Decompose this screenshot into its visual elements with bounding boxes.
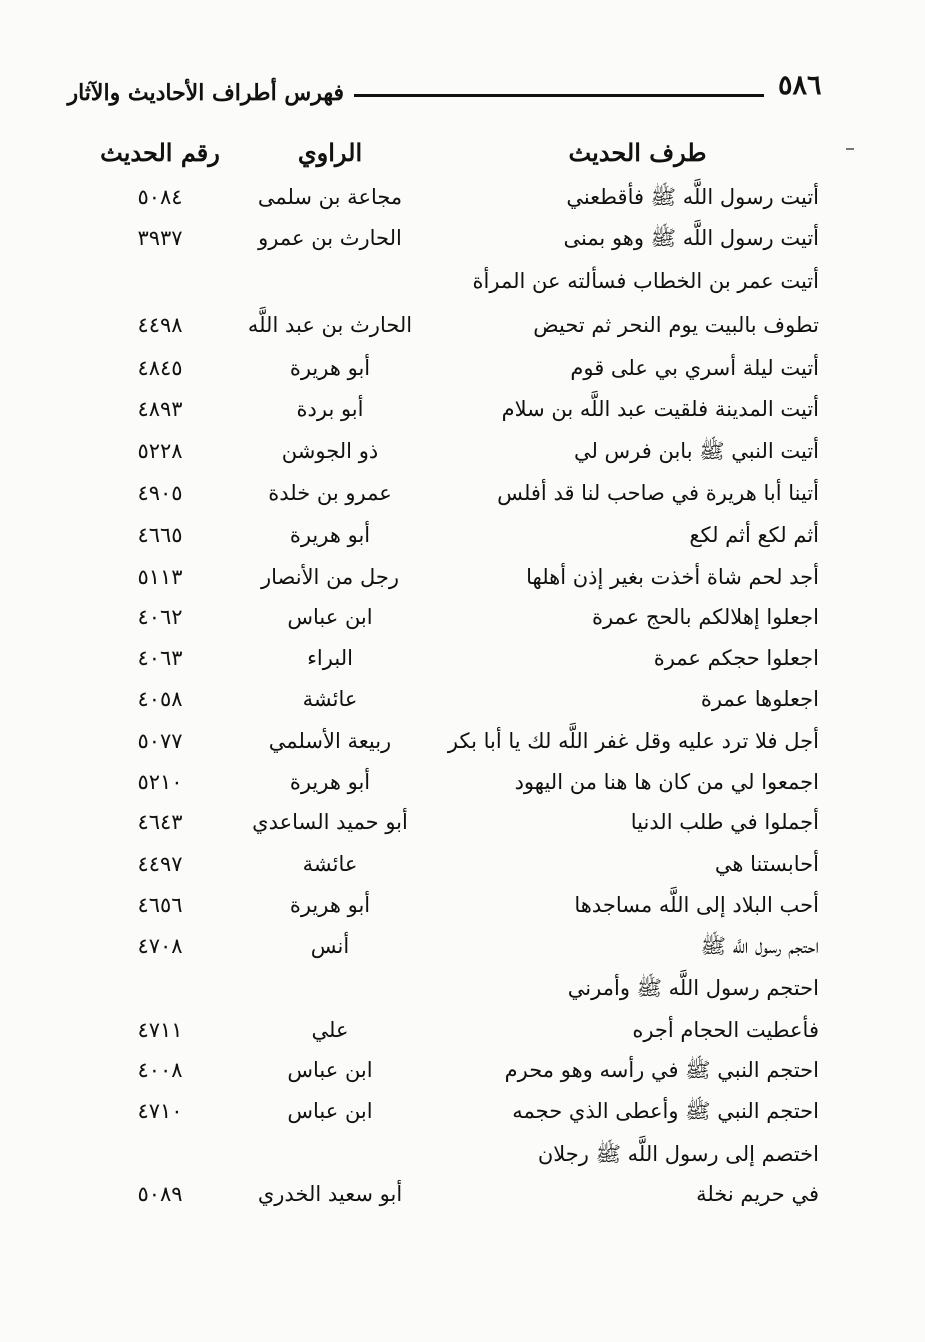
hadith-number: ٤٤٩٧	[137, 852, 183, 876]
narrator-name: ذو الجوشن	[281, 439, 379, 463]
hadith-text: أجملوا في طلب الدنيا	[630, 810, 819, 834]
table-row	[0, 1050, 925, 1090]
hadith-text: أجد لحم شاة أخذت بغير إذن أهلها	[526, 565, 819, 589]
table-row	[0, 177, 925, 217]
table-row	[0, 389, 925, 429]
narrator-name: البراء	[307, 646, 353, 670]
table-row	[0, 844, 925, 884]
hadith-number: ٥٠٨٤	[137, 185, 183, 209]
hadith-text: اجعلوا إهلالكم بالحج عمرة	[591, 605, 819, 629]
table-row	[0, 348, 925, 388]
table-row	[0, 261, 925, 301]
narrator-name: رجل من الأنصار	[260, 565, 400, 589]
table-row	[0, 679, 925, 719]
table-row	[0, 802, 925, 842]
table-row	[0, 515, 925, 555]
hadith-text: احتجم رسول اللَّه ﷺ	[700, 934, 819, 958]
hadith-number: ٤٧١٠	[137, 1099, 183, 1123]
hadith-number: ٤٨٩٣	[137, 397, 183, 421]
table-row	[0, 885, 925, 925]
hadith-text: أحب البلاد إلى اللَّه مساجدها	[574, 893, 819, 917]
table-row	[0, 431, 925, 471]
hadith-number: ٤٠٦٢	[137, 605, 183, 629]
table-row	[0, 218, 925, 258]
hadith-text: في حريم نخلة	[696, 1182, 819, 1206]
table-row	[0, 1134, 925, 1174]
running-header-title: فهرس أطراف الأحاديث والآثار	[67, 80, 344, 106]
table-row	[0, 762, 925, 802]
narrator-name: ابن عباس	[287, 605, 373, 629]
column-header-hadith: طرف الحديث	[568, 138, 707, 167]
hadith-text: احتجم النبي ﷺ وأعطى الذي حجمه	[512, 1099, 819, 1123]
hadith-number: ٥٠٨٩	[137, 1182, 183, 1206]
narrator-name: عائشة	[302, 687, 358, 711]
page-number: ٥٨٦	[778, 70, 822, 101]
column-header-narrator: الراوي	[297, 138, 363, 167]
hadith-number: ٥٢٢٨	[137, 439, 183, 463]
hadith-number: ٤٦٥٦	[137, 893, 183, 917]
narrator-name: الحارث بن عبد اللَّه	[247, 313, 413, 337]
narrator-name: أنس	[310, 934, 350, 958]
column-header-number: رقم الحديث	[100, 138, 220, 167]
hadith-text: أجل فلا ترد عليه وقل غفر اللَّه لك يا أبا بكر	[447, 729, 819, 753]
narrator-name: أبو هريرة	[289, 770, 371, 794]
table-row	[0, 721, 925, 761]
hadith-text: أتينا أبا هريرة في صاحب لنا قد أفلس	[497, 481, 819, 505]
hadith-number: ٤٠٦٣	[137, 646, 183, 670]
narrator-name: أبو سعيد الخدري	[257, 1182, 403, 1206]
narrator-name: أبو هريرة	[289, 523, 371, 547]
hadith-text: اختصم إلى رسول اللَّه ﷺ رجلان	[537, 1142, 819, 1166]
hadith-text: تطوف بالبيت يوم النحر ثم تحيض	[533, 313, 819, 337]
hadith-text: اجعلوا حجكم عمرة	[653, 646, 819, 670]
hadith-text: أتيت المدينة فلقيت عبد اللَّه بن سلام	[501, 397, 819, 421]
table-row	[0, 1091, 925, 1131]
hadith-number: ٤٨٤٥	[137, 356, 183, 380]
hadith-number: ٥١١٣	[137, 565, 183, 589]
narrator-name: عمرو بن خلدة	[268, 481, 392, 505]
hadith-text: احتجم النبي ﷺ في رأسه وهو محرم	[504, 1058, 819, 1082]
narrator-name: علي	[311, 1018, 349, 1042]
hadith-number: ٤٦٦٥	[137, 523, 183, 547]
narrator-name: ربيعة الأسلمي	[268, 729, 392, 753]
hadith-text: أتيت ليلة أسري بي على قوم	[570, 356, 819, 380]
table-row	[0, 1010, 925, 1050]
table-row	[0, 1174, 925, 1214]
narrator-name: ابن عباس	[287, 1058, 373, 1082]
hadith-number: ٤٧١١	[137, 1018, 183, 1042]
hadith-text: أتيت رسول اللَّه ﷺ فأقطعني	[566, 185, 819, 209]
narrator-name: مجاعة بن سلمى	[257, 185, 403, 209]
hadith-text: أثم لكع أثم لكع	[689, 523, 819, 547]
narrator-name: الحارث بن عمرو	[258, 226, 402, 250]
hadith-number: ٥٢١٠	[137, 770, 183, 794]
narrator-name: ابن عباس	[287, 1099, 373, 1123]
hadith-number: ٤٩٠٥	[137, 481, 183, 505]
narrator-name: عائشة	[302, 852, 358, 876]
hadith-number: ٤٠٠٨	[137, 1058, 183, 1082]
hadith-text: أتيت عمر بن الخطاب فسألته عن المرأة	[472, 269, 819, 293]
hadith-text: فأعطيت الحجام أجره	[632, 1018, 819, 1042]
hadith-text: أحابستنا هي	[714, 852, 819, 876]
table-row	[0, 638, 925, 678]
hadith-text: اجعلوها عمرة	[700, 687, 819, 711]
table-row	[0, 597, 925, 637]
narrator-name: أبو هريرة	[289, 893, 371, 917]
hadith-text: أتيت النبي ﷺ بابن فرس لي	[573, 439, 819, 463]
table-row	[0, 557, 925, 597]
hadith-number: ٤٠٥٨	[137, 687, 183, 711]
hadith-number: ٥٠٧٧	[137, 729, 183, 753]
hadith-number: ٤٧٠٨	[137, 934, 183, 958]
hadith-text: أتيت رسول اللَّه ﷺ وهو بمنى	[563, 226, 819, 250]
hadith-number: ٣٩٣٧	[137, 226, 183, 250]
hadith-text: اجمعوا لي من كان ها هنا من اليهود	[514, 770, 819, 794]
narrator-name: أبو حميد الساعدي	[252, 810, 408, 834]
table-row	[0, 926, 925, 966]
table-row	[0, 305, 925, 345]
table-row	[0, 968, 925, 1008]
narrator-name: أبو بردة	[296, 397, 364, 421]
hadith-number: ٤٤٩٨	[137, 313, 183, 337]
hadith-text: احتجم رسول اللَّه ﷺ وأمرني	[567, 976, 819, 1000]
table-row	[0, 473, 925, 513]
hadith-number: ٤٦٤٣	[137, 810, 183, 834]
narrator-name: أبو هريرة	[289, 356, 371, 380]
